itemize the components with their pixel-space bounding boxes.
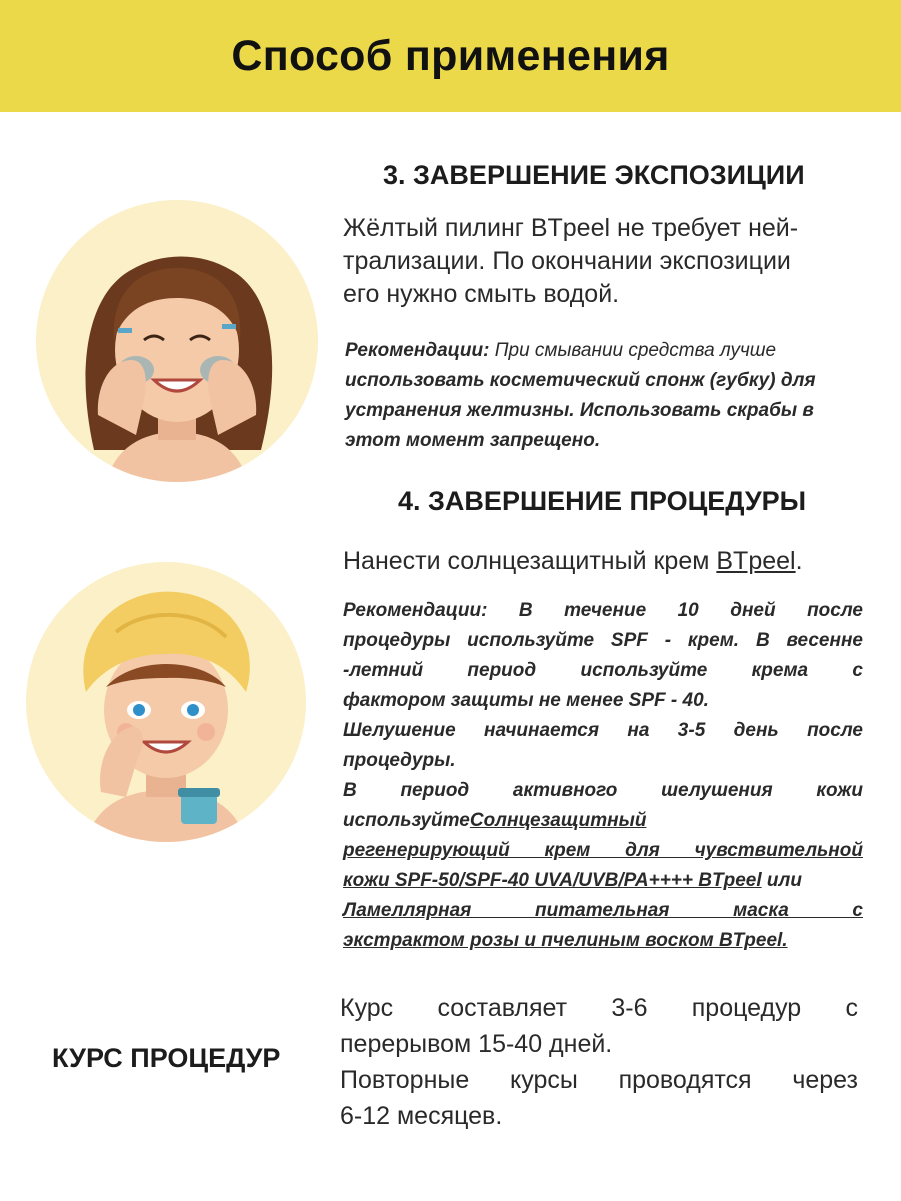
face-washing-illustration [36, 200, 318, 482]
rec-text: В течение 10 дней после [487, 600, 863, 621]
course-line: 6-12 месяцев. [340, 1102, 503, 1130]
btpeel-link[interactable]: BTpeel [716, 547, 796, 575]
page-title: Способ применения [231, 31, 670, 80]
rec-label: Рекомендации: [343, 600, 488, 621]
header-banner [0, 0, 901, 112]
section4-text-end: . [795, 547, 803, 575]
rec-text: -летний период используйте крема с [343, 660, 863, 681]
rec-text: используйте [343, 810, 470, 831]
section4-recommendations [343, 596, 863, 956]
course-title-block [52, 1043, 280, 1074]
rec-text: В период активного шелушения кожи [343, 780, 863, 801]
rec-text: использовать косметический спонж (губку) для [345, 370, 816, 391]
rec-text: фактором защиты не менее SPF - 40. [343, 690, 709, 711]
course-line: Курс составляет 3-6 процедур с [340, 994, 858, 1022]
rec-text: устранения желтизны. Использовать скрабы в [345, 400, 814, 421]
sunscreen-link[interactable]: регенерирующий крем для чувствительной [343, 840, 863, 861]
rec-text: процедуры. [343, 750, 456, 771]
course-line: перерывом 15-40 дней. [340, 1030, 613, 1058]
section3-text-line: трализации. По окончании экспозиции [343, 247, 791, 275]
course-line: Повторные курсы проводятся через [340, 1066, 858, 1094]
sunscreen-link[interactable]: Солнцезащитный [469, 810, 647, 831]
rec-text: или [761, 870, 802, 891]
course-text [340, 990, 858, 1134]
rec-text: Шелушение начинается на 3-5 день после [343, 720, 863, 741]
sunscreen-link[interactable]: кожи SPF-50/SPF-40 UVA/UVB/PA++++ BTpeel [343, 870, 762, 891]
section4-text-start: Нанести солнцезащитный крем [343, 547, 717, 575]
rec-text: этот момент запрещено. [345, 430, 601, 451]
rec-label: Рекомендации: [345, 340, 490, 361]
mask-link[interactable]: экстрактом розы и пчелиным воском BTpeel. [343, 930, 788, 951]
section3-block [383, 160, 843, 191]
section4-title: 4. ЗАВЕРШЕНИЕ ПРОЦЕДУРЫ [398, 486, 807, 516]
section4-block [398, 486, 848, 517]
section3-text-line: Жёлтый пилинг BTpeel не требует ней- [343, 214, 799, 242]
rec-text: При смывании средства лучше [489, 340, 777, 361]
cream-applying-illustration [26, 562, 306, 842]
section3-text-line: его нужно смыть водой. [343, 280, 620, 308]
mask-link[interactable]: Ламеллярная питательная маска с [343, 900, 863, 921]
section3-title: 3. ЗАВЕРШЕНИЕ ЭКСПОЗИЦИИ [383, 160, 805, 190]
rec-text: процедуры используйте SPF - крем. В весенне [343, 630, 863, 651]
course-title: КУРС ПРОЦЕДУР [52, 1043, 281, 1073]
section3-recommendations [345, 336, 865, 456]
section4-text [343, 545, 863, 578]
section3-text [343, 212, 843, 311]
